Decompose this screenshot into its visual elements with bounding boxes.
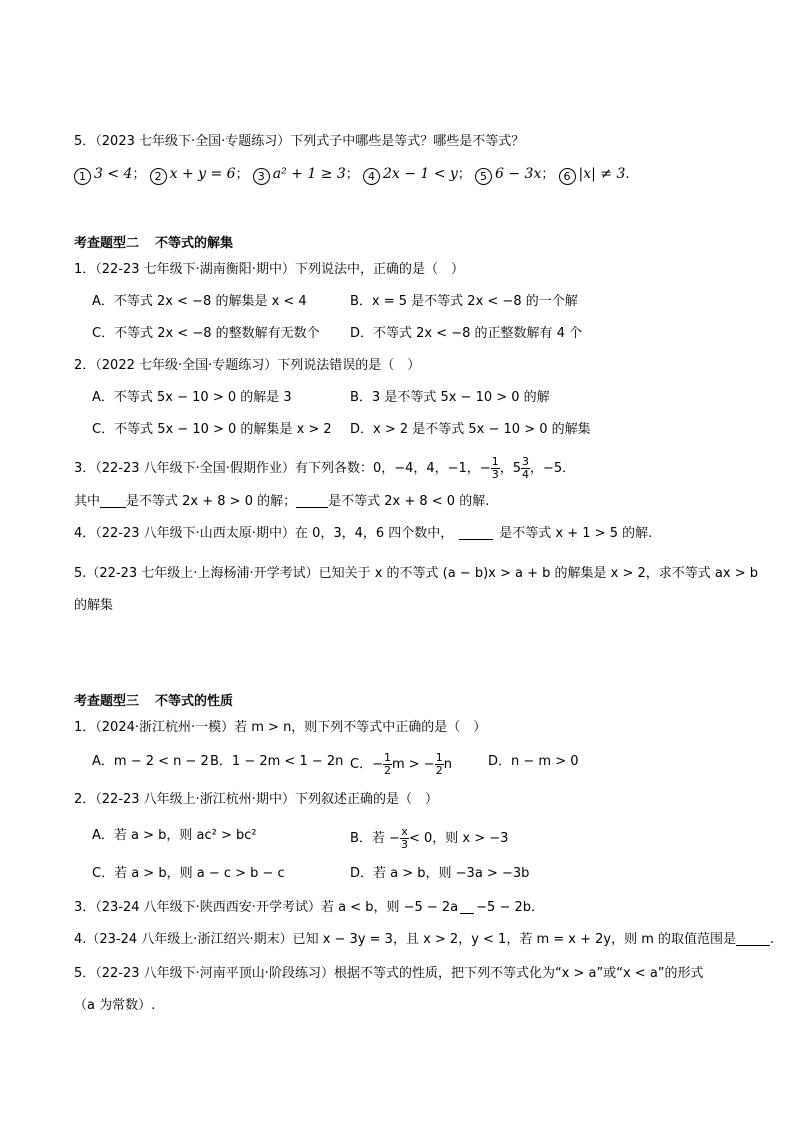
circle-number: 4 xyxy=(363,168,380,185)
option-d: D．不等式 2x < −8 的正整数解有 4 个 xyxy=(350,326,583,341)
answer-blank[interactable] xyxy=(460,899,474,914)
list-item: 6 |x| ≠ 3. xyxy=(559,167,630,182)
option-a: A．不等式 2x < −8 的解集是 x < 4 xyxy=(92,294,307,309)
option-b: B．1 − 2m < 1 − 2n xyxy=(210,754,344,769)
fraction: $\frac{1}{3}$ xyxy=(491,455,499,481)
answer-blank[interactable] xyxy=(296,493,328,508)
circle-number: 5 xyxy=(475,168,492,185)
question-text: 其中 是不等式 2x + 8 > 0 的解； 是不等式 2x + 8 < 0 的解. xyxy=(74,494,490,509)
option-d: D．若 a > b，则 −3a > −3b xyxy=(350,866,530,881)
answer-blank[interactable] xyxy=(100,493,126,508)
option-c: C．不等式 5x − 10 > 0 的解集是 x > 2 xyxy=(92,422,332,437)
option-c: C．不等式 2x < −8 的整数解有无数个 xyxy=(92,326,320,341)
option-b: B．若 − $\frac{x}{3}$ < 0，则 x > −3 xyxy=(350,825,509,851)
question-stem: 3．（22-23 八年级下·全国·假期作业）有下列各数：0，−4，4，−1，− $\frac{1}{3}$ ，5 $\frac{3}{4}$ ，−5． xyxy=(74,455,576,481)
question-stem: 2．（22-23 八年级上·浙江杭州·期中）下列叙述正确的是（ ） xyxy=(74,792,438,807)
answer-blank[interactable] xyxy=(736,931,770,946)
option-c: C．若 a > b，则 a − c > b − c xyxy=(92,866,285,881)
section-heading: 考查题型二 不等式的解集 xyxy=(74,236,234,251)
list-item: 4 2x − 1 < y； xyxy=(363,167,471,182)
question-stem: 5．（22-23 八年级下·河南平顶山·阶段练习）根据不等式的性质，把下列不等式化为“x > a”或“x < a”的形式 xyxy=(74,966,704,981)
question-stem: 4．（22-23 八年级下·山西太原·期中）在 0，3，4，6 四个数中， 是不等式 x + 1 > 5 的解. xyxy=(74,526,653,541)
list-item: 3 a² + 1 ≥ 3； xyxy=(253,167,359,182)
fraction: $\frac{x}{3}$ xyxy=(400,825,408,851)
list-item: 1 3 < 4； xyxy=(74,167,145,182)
question-stem: 5.（22-23 七年级上·上海杨浦·开学考试）已知关于 x 的不等式 (a − b)x > a + b 的解集是 x > 2，求不等式 ax > b xyxy=(74,566,758,581)
question-text: （a 为常数）. xyxy=(74,998,156,1013)
option-d: D．n − m > 0 xyxy=(488,754,579,769)
circle-number: 6 xyxy=(559,168,576,185)
fraction: $\frac{3}{4}$ xyxy=(522,455,529,481)
option-d: D．x > 2 是不等式 5x − 10 > 0 的解集 xyxy=(350,422,591,437)
option-b: B．3 是不等式 5x − 10 > 0 的解 xyxy=(350,390,550,405)
question-stem: 4.（23-24 八年级上·浙江绍兴·期末）已知 x − 3y = 3，且 x > 2，y < 1，若 m = x + 2y，则 m 的取值范围是 . xyxy=(74,932,775,947)
option-b: B．x = 5 是不等式 2x < −8 的一个解 xyxy=(350,294,578,309)
list-item: 5 6 − 3x； xyxy=(475,167,554,182)
fraction: $\frac{1}{2}$ xyxy=(435,751,443,777)
question-stem: 1．（22-23 七年级下·湖南衡阳·期中）下列说法中，正确的是（ ） xyxy=(74,262,464,277)
option-a: A．若 a > b，则 ac² > bc² xyxy=(92,828,257,843)
circle-number: 2 xyxy=(150,168,167,185)
option-a: A．m − 2 < n − 2 xyxy=(92,754,209,769)
expression-list xyxy=(74,164,630,185)
option-c: C．− $\frac{1}{2}$ m > − $\frac{1}{2}$ n xyxy=(350,751,452,777)
question-stem: 3．（23-24 八年级下·陕西西安·开学考试）若 a < b，则 −5 − 2a −5 − 2b． xyxy=(74,900,545,915)
fraction: $\frac{1}{2}$ xyxy=(383,751,391,777)
answer-blank[interactable] xyxy=(459,525,493,540)
question-text: 5．（2023 七年级下·全国·专题练习）下列式子中哪些是等式？哪些是不等式？ xyxy=(74,134,525,149)
question-text: 的解集 xyxy=(74,598,114,613)
list-item: 2 x + y = 6； xyxy=(150,167,249,182)
circle-number: 1 xyxy=(74,168,91,185)
section-heading: 考查题型三 不等式的性质 xyxy=(74,694,234,709)
option-a: A．不等式 5x − 10 > 0 的解是 3 xyxy=(92,390,292,405)
circle-number: 3 xyxy=(253,168,270,185)
question-stem: 1．（2024·浙江杭州·一模）若 m > n，则下列不等式中正确的是（ ） xyxy=(74,720,487,735)
question-stem: 2．（2022 七年级·全国·专题练习）下列说法错误的是（ ） xyxy=(74,358,421,373)
